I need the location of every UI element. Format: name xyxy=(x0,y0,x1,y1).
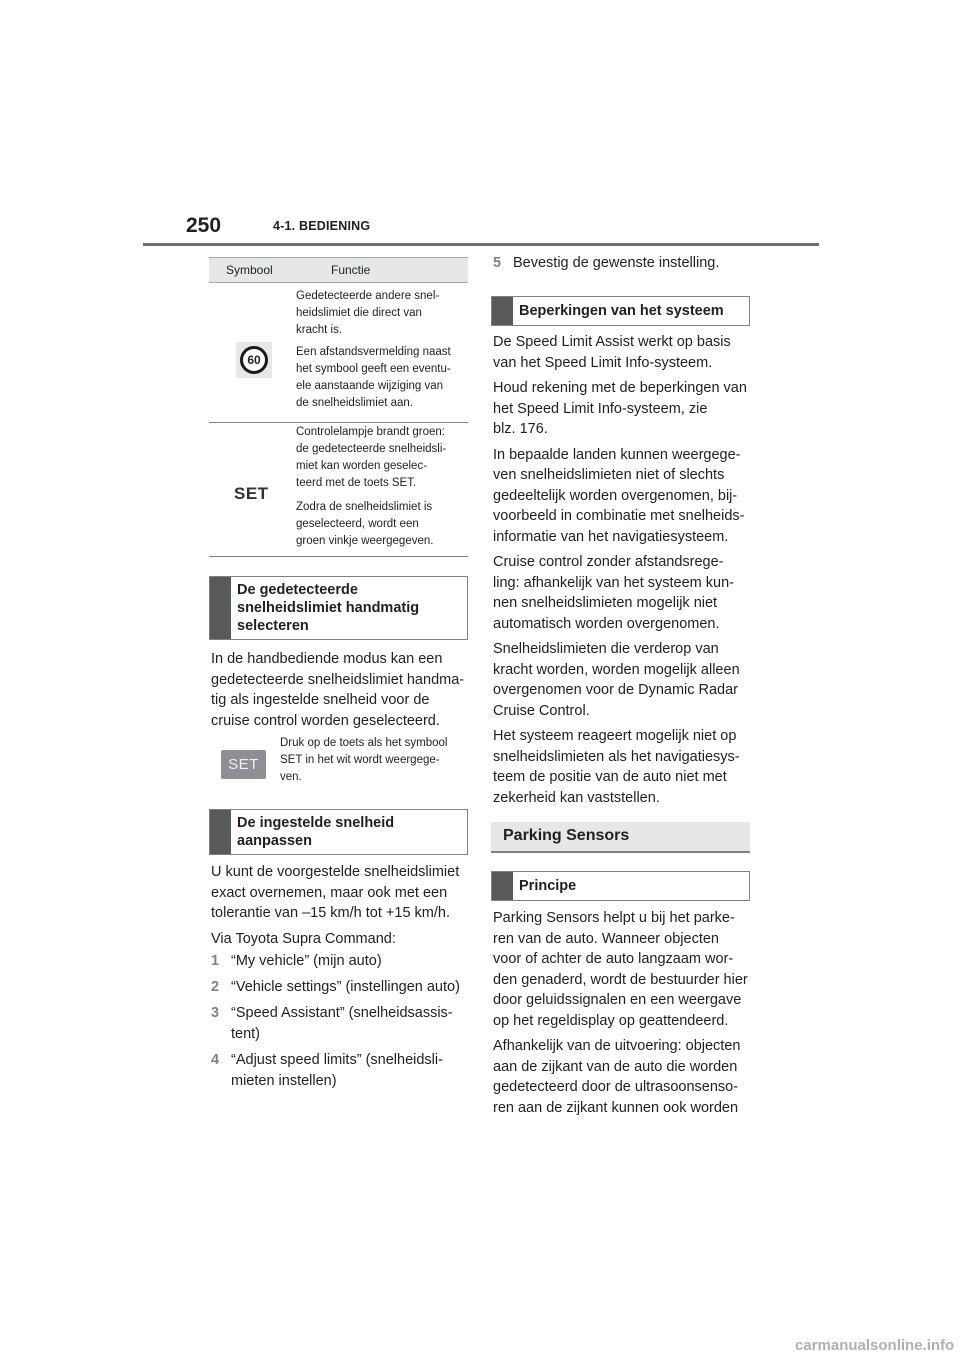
adjust-paragraph: U kunt de voorgestelde snelheidslimiet exact overnemen, maar ook met een tolerantie van –15 km/h tot +15 km/h. xyxy=(211,864,460,921)
row2-function-text2: Zodra de snelheidslimiet is geselecteerd, wordt een groen vinkje weergegeven. xyxy=(296,501,434,547)
step-5: 5 Bevestig de gewenste instelling. xyxy=(493,255,720,271)
limits-paragraph-3: In bepaalde landen kunnen weergege- ven snelheidslimieten niet of slechts gedeeltelijk worden overgenomen, bij- voorbeeld in combinatie met snelheids- informatie van het navigatiesysteem. xyxy=(493,446,745,545)
table-bottom-rule xyxy=(209,556,468,557)
heading-bar xyxy=(210,810,231,854)
speed-limit-sign-icon xyxy=(236,342,272,378)
table-row-divider xyxy=(209,422,468,423)
heading-principle: Principe xyxy=(491,871,750,901)
speed-limit-60-label: 60 xyxy=(240,346,268,374)
limits-text-block xyxy=(493,332,755,808)
row2-function-text1: Controlelampje brandt groen: de gedetecteerde snelheidsli- miet kan worden geselec- teerd met de toets SET. xyxy=(296,426,447,489)
header-rule xyxy=(143,243,819,246)
principle-paragraph-2: Afhankelijk van de uitvoering: objecten aan de zijkant van de auto die worden gedetecteerd door de ultrasoonsenso- ren aan de zijkant kunnen ook worden xyxy=(493,1038,741,1116)
watermark-link[interactable]: carmanualsonline.info xyxy=(795,1337,955,1354)
row1-function-text2: Een afstandsvermelding naast het symbool geeft een eventu- ele aanstaande wijziging van de snelheidslimiet aan. xyxy=(296,346,451,409)
col-symbol-header: Symbool xyxy=(226,263,273,277)
heading-system-limits: Beperkingen van het systeem xyxy=(491,296,750,326)
principle-paragraph-1: Parking Sensors helpt u bij het parke- ren van de auto. Wanneer objecten voor of achter de auto langzaam wor- den genaderd, wordt de bestuurder hier door geluidssignalen en een weergave op het regeldisplay op geattendeerd. xyxy=(493,910,748,1029)
step-2: 2 “Vehicle settings” (instellingen auto) xyxy=(211,979,460,995)
col-function-header: Functie xyxy=(331,263,371,277)
table-header xyxy=(209,257,468,283)
step-4: 4 “Adjust speed limits” (snelheidsli- mieten instellen) xyxy=(211,1052,443,1089)
heading-parking-sensors: Parking Sensors xyxy=(491,822,750,853)
limits-paragraph-1: De Speed Limit Assist werkt op basis van het Speed Limit Info-systeem. xyxy=(493,334,731,371)
heading-bar xyxy=(210,577,231,639)
row1-function-text1: Gedetecteerde andere snel- heidslimiet die direct van kracht is. xyxy=(296,290,440,336)
principle-text-block xyxy=(493,908,755,1118)
command-intro: Via Toyota Supra Command: xyxy=(211,931,396,947)
limits-paragraph-6: Het systeem reageert mogelijk niet op snelheidslimieten als het navigatiesys- teem de positie van de auto niet met zekerheid kan vaststellen. xyxy=(493,728,740,806)
section-title: 4-1. BEDIENING xyxy=(273,219,371,233)
limits-paragraph-2: Houd rekening met de beperkingen van het Speed Limit Info-systeem, zie blz. 176. xyxy=(493,380,747,437)
limits-paragraph-4: Cruise control zonder afstandsrege- ling: afhankelijk van het systeem kun- nen snelheidslimieten mogelijk niet automatisch worden overgenomen. xyxy=(493,554,734,632)
heading-manual-select: De gedetecteerde snelheidslimiet handmatig selecteren xyxy=(209,576,468,640)
page-number: 250 xyxy=(186,214,222,237)
manual-select-paragraph: In de handbediende modus kan een gedetecteerde snelheidslimiet handma- tig als ingestelde snelheid voor de cruise control worden geselecteerd. xyxy=(211,651,465,729)
set-indicator-icon: SET xyxy=(234,484,269,503)
heading-adjust-speed: De ingestelde snelheid aanpassen xyxy=(209,809,468,855)
set-button-note: Druk op de toets als het symbool SET in het wit wordt weergege- ven. xyxy=(280,737,448,783)
heading-bar xyxy=(492,297,513,325)
heading-bar xyxy=(492,872,513,900)
step-3: 3 “Speed Assistant” (snelheidsassis- tent) xyxy=(211,1005,453,1042)
step-1: 1 “My vehicle” (mijn auto) xyxy=(211,953,382,969)
set-button-icon: SET xyxy=(221,750,266,779)
limits-paragraph-5: Snelheidslimieten die verderop van kracht worden, worden mogelijk alleen overgenomen voor de Dynamic Radar Cruise Control. xyxy=(493,641,740,719)
